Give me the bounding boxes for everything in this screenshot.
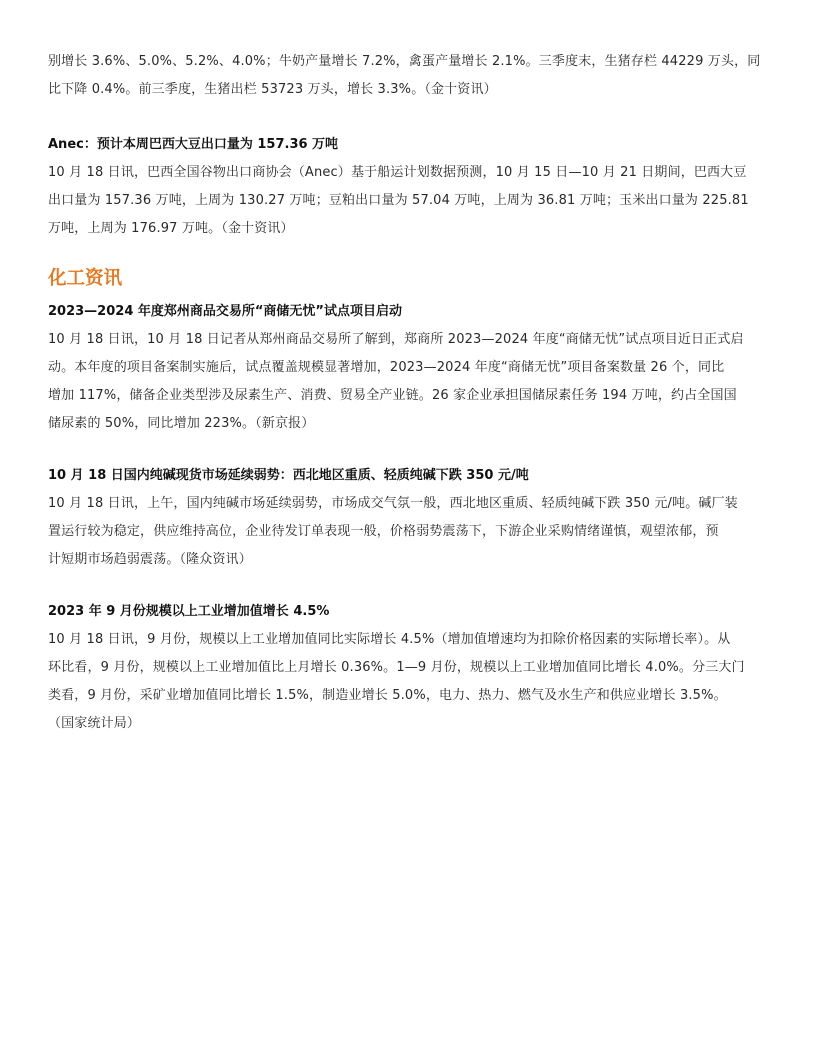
paragraph-line: 储尿素的 50%，同比增加 223%。（新京报） xyxy=(48,416,315,431)
paragraph-line: （国家统计局） xyxy=(48,716,141,731)
article-title: 2023 年 9 月份规模以上工业增加值增长 4.5% xyxy=(48,604,330,619)
article-industrial-output xyxy=(48,598,770,738)
paragraph-line: 动。本年度的项目备案制实施后，试点覆盖规模显著增加，2023—2024 年度“商储无忧”项目备案数量 26 个，同比 xyxy=(48,360,725,375)
paragraph-line: 10 月 18 日讯，上午，国内纯碱市场延续弱势，市场成交气氛一般，西北地区重质、轻质纯碱下跌 350 元/吨。碱厂装 xyxy=(48,496,738,511)
section-heading xyxy=(48,265,770,293)
article-title: Anec：预计本周巴西大豆出口量为 157.36 万吨 xyxy=(48,137,339,152)
section-title: 化工资讯 xyxy=(48,268,123,289)
paragraph-line: 别增长 3.6%、5.0%、5.2%、4.0%；牛奶产量增长 7.2%，禽蛋产量增长 2.1%。三季度末，生猪存栏 44229 万头，同 xyxy=(48,54,761,69)
paragraph-line: 出口量为 157.36 万吨，上周为 130.27 万吨；豆粕出口量为 57.04 万吨，上周为 36.81 万吨；玉米出口量为 225.81 xyxy=(48,193,749,208)
paragraph-line: 比下降 0.4%。前三季度，生猪出栏 53723 万头，增长 3.3%。（金十资讯） xyxy=(48,82,497,97)
paragraph-line: 置运行较为稳定，供应维持高位，企业待发订单表现一般，价格弱势震荡下，下游企业采购情绪谨慎，观望浓郁，预 xyxy=(48,524,719,539)
paragraph-line: 万吨，上周为 176.97 万吨。（金十资讯） xyxy=(48,221,294,236)
paragraph-line: 环比看，9 月份，规模以上工业增加值比上月增长 0.36%。1—9 月份，规模以上工业增加值同比增长 4.0%。分三大门 xyxy=(48,660,745,675)
intro-paragraph xyxy=(48,48,770,104)
paragraph-line: 增加 117%，储备企业类型涉及尿素生产、消费、贸易全产业链。26 家企业承担国储尿素任务 194 万吨，约占全国国 xyxy=(48,388,737,403)
paragraph-line: 类看，9 月份，采矿业增加值同比增长 1.5%，制造业增长 5.0%，电力、热力、燃气及水生产和供应业增长 3.5%。 xyxy=(48,688,727,703)
paragraph-line: 10 月 18 日讯，10 月 18 日记者从郑州商品交易所了解到，郑商所 2023—2024 年度“商储无忧”试点项目近日正式启 xyxy=(48,332,744,347)
paragraph-line: 10 月 18 日讯，巴西全国谷物出口商协会（Anec）基于船运计划数据预测，10 月 15 日—10 月 21 日期间，巴西大豆 xyxy=(48,165,747,180)
article-title: 10 月 18 日国内纯碱现货市场延续弱势：西北地区重质、轻质纯碱下跌 350 元/吨 xyxy=(48,468,529,483)
article-title: 2023—2024 年度郑州商品交易所“商储无忧”试点项目启动 xyxy=(48,304,402,319)
article-soda-ash xyxy=(48,462,770,574)
paragraph-line: 计短期市场趋弱震荡。（隆众资讯） xyxy=(48,552,252,567)
article-anec xyxy=(48,131,770,243)
article-zce-storage xyxy=(48,298,770,438)
paragraph-line: 10 月 18 日讯，9 月份，规模以上工业增加值同比实际增长 4.5%（增加值增速均为扣除价格因素的实际增长率）。从 xyxy=(48,632,731,647)
